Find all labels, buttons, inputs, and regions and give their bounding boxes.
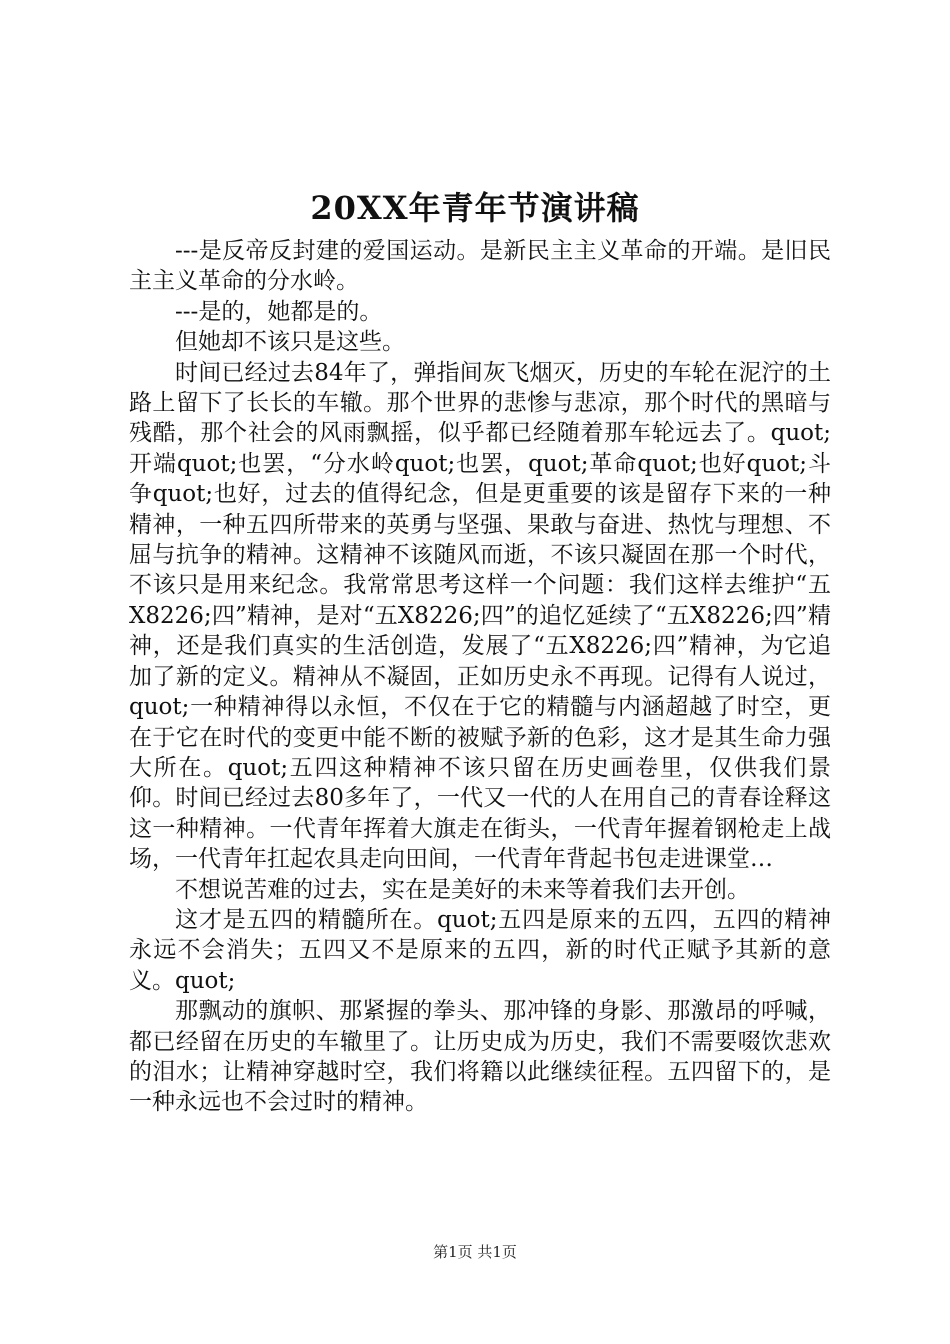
- paragraph: 但她却不该只是这些。: [175, 329, 405, 356]
- paragraph: 那飘动的旗帜、那紧握的拳头、那冲锋的身影、那激昂的呼喊，都已经留在历史的车辙里了。让历史成为历史，我们不需要啜饮悲欢的泪水；让精神穿越时空，我们将籍以此继续征程。五四留下的，是一种永远也不会过时的精神。: [129, 998, 831, 1116]
- paragraph: ---是反帝反封建的爱国运动。是新民主主义革命的开端。是旧民主主义革命的分水岭。: [129, 238, 831, 295]
- paragraph: 这才是五四的精髓所在。quot;五四是原来的五四，五四的精神永远不会消失；五四又不是原来的五四，新的时代正赋予其新的意义。quot;: [129, 906, 831, 994]
- paragraph: ---是的，她都是的。: [175, 298, 383, 325]
- paragraph: 不想说苦难的过去，实在是美好的未来等着我们去开创。: [175, 876, 750, 903]
- document-body: [129, 236, 831, 1118]
- page-number-footer: 第1页 共1页: [433, 1243, 517, 1261]
- paragraph: 时间已经过去84年了，弹指间灰飞烟灭，历史的车轮在泥泞的土路上留下了长长的车辙。那个世界的悲惨与悲凉，那个时代的黑暗与残酷，那个社会的风雨飘摇，似乎都已经随着那车轮远去了。quot;开端quot;也罢，“分水岭quot;也罢，quot;革命quot;也好quot;斗争quot;也好，过去的值得纪念，但是更重要的该是留存下来的一种精神，一种五四所带来的英勇与坚强、果敢与奋进、热忱与理想、不屈与抗争的精神。这精神不该随风而逝，不该只凝固在那一个时代，不该只是用来纪念。我常常思考这样一个问题：我们这样去维护“五X8226;四”精神，是对“五X8226;四”的追忆延续了“五X8226;四”精神，还是我们真实的生活创造，发展了“五X8226;四”精神，为它追加了新的定义。精神从不凝固，正如历史永不再现。记得有人说过，quot;一种精神得以永恒，不仅在于它的精髓与内涵超越了时空，更在于它在时代的变更中能不断的被赋予新的色彩，这才是其生命力强大所在。quot;五四这种精神不该只留在历史画卷里，仅供我们景仰。时间已经过去80多年了，一代又一代的人在用自己的青春诠释这这一种精神。一代青年挥着大旗走在街头，一代青年握着钢枪走上战场，一代青年扛起农具走向田间，一代青年背起书包走进课堂…: [129, 359, 831, 873]
- document-title: 20XX年青年节演讲稿: [310, 189, 640, 227]
